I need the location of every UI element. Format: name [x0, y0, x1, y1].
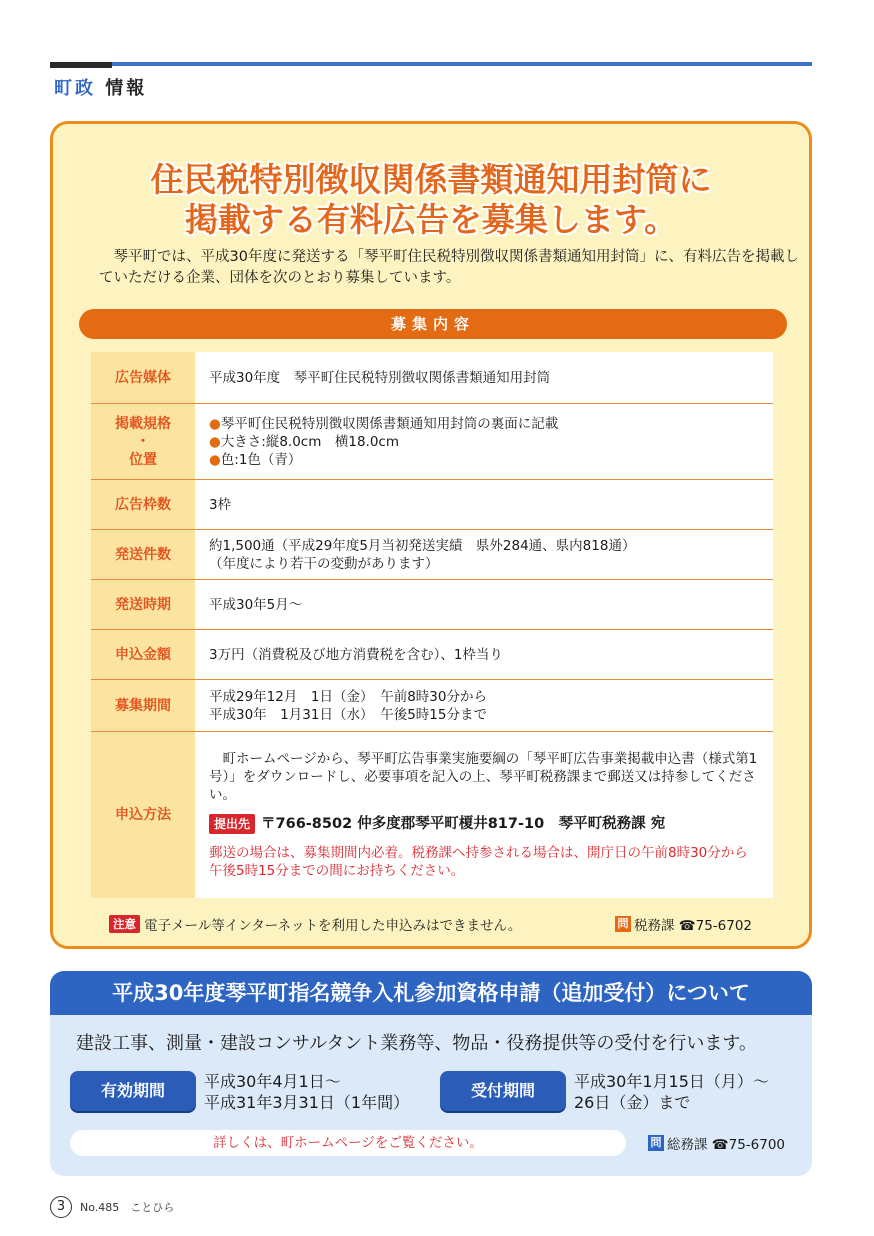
bid-notice-title: 平成30年度琴平町指名競争入札参加資格申請（追加受付）について: [50, 971, 812, 1015]
table-row-fee: [91, 630, 773, 680]
spec-item-3-text: 色:1色（青）: [220, 451, 302, 468]
row-label: 申込方法: [91, 732, 195, 898]
fee-value: 3万円（消費税及び地方消費税を含む）、1枠当り: [209, 646, 503, 663]
table-row-spec: [91, 404, 773, 480]
header-bar-dark: [50, 62, 112, 68]
table-row-timing: [91, 580, 773, 630]
note-line: [109, 914, 521, 934]
ad-notice-title: [53, 160, 809, 240]
media-value: 平成30年度 琴平町住民税特別徴収関係書類通知用封筒: [209, 369, 551, 386]
row-value: [195, 630, 773, 679]
table-row-count: [91, 530, 773, 580]
method-red-note: 郵送の場合は、募集期間内必着。税務課へ持参される場合は、開庁日の午前8時30分から午後5時15分までの間にお持ちください。: [209, 845, 748, 879]
valid-period-value: [204, 1071, 409, 1113]
accept-period-value: [574, 1071, 769, 1113]
slots-value: 3枠: [209, 496, 232, 513]
row-label: [91, 404, 195, 479]
count-line1: 約1,500通（平成29年度5月当初発送実績 県外284通、県内818通）: [209, 537, 636, 554]
section-header: [54, 74, 147, 100]
accept-period-label: 受付期間: [440, 1071, 566, 1111]
ad-notice-title-line2: 掲載する有料広告を募集します。: [184, 200, 678, 239]
bullet-icon: ●: [209, 415, 221, 432]
destination-address: 〒766-8502 仲多度郡琴平町榎井817-10 琴平町税務課 宛: [261, 816, 666, 832]
note-text: 電子メール等インターネットを利用した申込みはできません。: [144, 918, 522, 934]
details-table: [91, 352, 773, 898]
row-value: [195, 530, 773, 579]
row-value: [195, 404, 773, 479]
destination-badge: 提出先: [209, 814, 255, 834]
spec-item-2-text: 大きさ:縦8.0cm 横18.0cm: [220, 433, 400, 450]
contact-tax: [615, 914, 752, 934]
table-row-method: [91, 732, 773, 898]
header-bar-blue: [112, 62, 812, 66]
timing-value: 平成30年5月～: [209, 596, 303, 613]
table-row-media: [91, 352, 773, 404]
bid-notice-subtitle: 建設工事、測量・建設コンサルタント業務等、物品・役務提供等の受付を行います。: [76, 1033, 757, 1054]
spec-item-1-text: 琴平町住民税特別徴収関係書類通知用封筒の裏面に記載: [220, 415, 559, 432]
spec-item-3: [209, 451, 759, 469]
note-badge: 注意: [109, 915, 140, 933]
row-value: [195, 732, 773, 898]
valid-line1: 平成30年4月1日～: [204, 1072, 341, 1091]
row-label: 申込金額: [91, 630, 195, 679]
page-number: 3: [50, 1196, 72, 1218]
period-line1: 平成29年12月 1日（金） 午前8時30分から: [209, 688, 487, 705]
detail-link-bar: 詳しくは、町ホームページをご覧ください。: [70, 1130, 626, 1156]
valid-line2: 平成31年3月31日（1年間）: [204, 1093, 410, 1112]
table-row-slots: [91, 480, 773, 530]
row-value: [195, 480, 773, 529]
row-label: 募集期間: [91, 680, 195, 731]
accept-line2: 26日（金）まで: [574, 1093, 691, 1112]
inquiry-icon: 問: [648, 1135, 664, 1151]
row-value: [195, 580, 773, 629]
section-header-part2: 情報: [105, 78, 148, 99]
spec-label-line2: 位置: [129, 451, 157, 468]
bid-notice-panel: [50, 971, 812, 1176]
spec-label-sep: ・: [136, 433, 150, 450]
bullet-icon: ●: [209, 451, 221, 468]
contact-general-text: 総務課 ☎75-6700: [667, 1137, 786, 1153]
contact-tax-text: 税務課 ☎75-6702: [634, 918, 753, 934]
ad-notice-intro: 琴平町では、平成30年度に発送する「琴平町住民税特別徴収関係書類通知用封筒」に、有料広告を掲載していただける企業、団体を次のとおり募集しています。: [99, 249, 799, 286]
ad-notice-panel: [50, 121, 812, 949]
ad-notice-title-line1: 住民税特別徴収関係書類通知用封筒に: [150, 160, 712, 199]
row-label: 発送件数: [91, 530, 195, 579]
accept-line1: 平成30年1月15日（月）～: [574, 1072, 769, 1091]
bullet-icon: ●: [209, 433, 221, 450]
spec-item-1: [209, 415, 759, 433]
destination: [209, 814, 759, 834]
contact-general: [648, 1133, 785, 1153]
section-header-part1: 町政: [54, 78, 96, 99]
row-label: 広告媒体: [91, 352, 195, 403]
row-label: 広告枠数: [91, 480, 195, 529]
spec-label-line1: 掲載規格: [115, 415, 171, 432]
issue-label: No.485 ことひら: [80, 1201, 175, 1214]
row-value: [195, 680, 773, 731]
spec-item-2: [209, 433, 759, 451]
inquiry-icon: 問: [615, 916, 631, 932]
period-line2: 平成30年 1月31日（水） 午後5時15分まで: [209, 706, 487, 723]
table-row-period: [91, 680, 773, 732]
row-value: [195, 352, 773, 403]
row-label: 発送時期: [91, 580, 195, 629]
section-title-bar: 募集内容: [79, 309, 787, 339]
count-line2: （年度により若干の変動があります）: [209, 555, 439, 572]
method-text: 町ホームページから、琴平町広告事業実施要綱の「琴平町広告事業掲載申込書（様式第1号）」をダウンロードし、必要事項を記入の上、琴平町税務課まで郵送又は持参してください。: [209, 751, 758, 803]
valid-period-label: 有効期間: [70, 1071, 196, 1111]
